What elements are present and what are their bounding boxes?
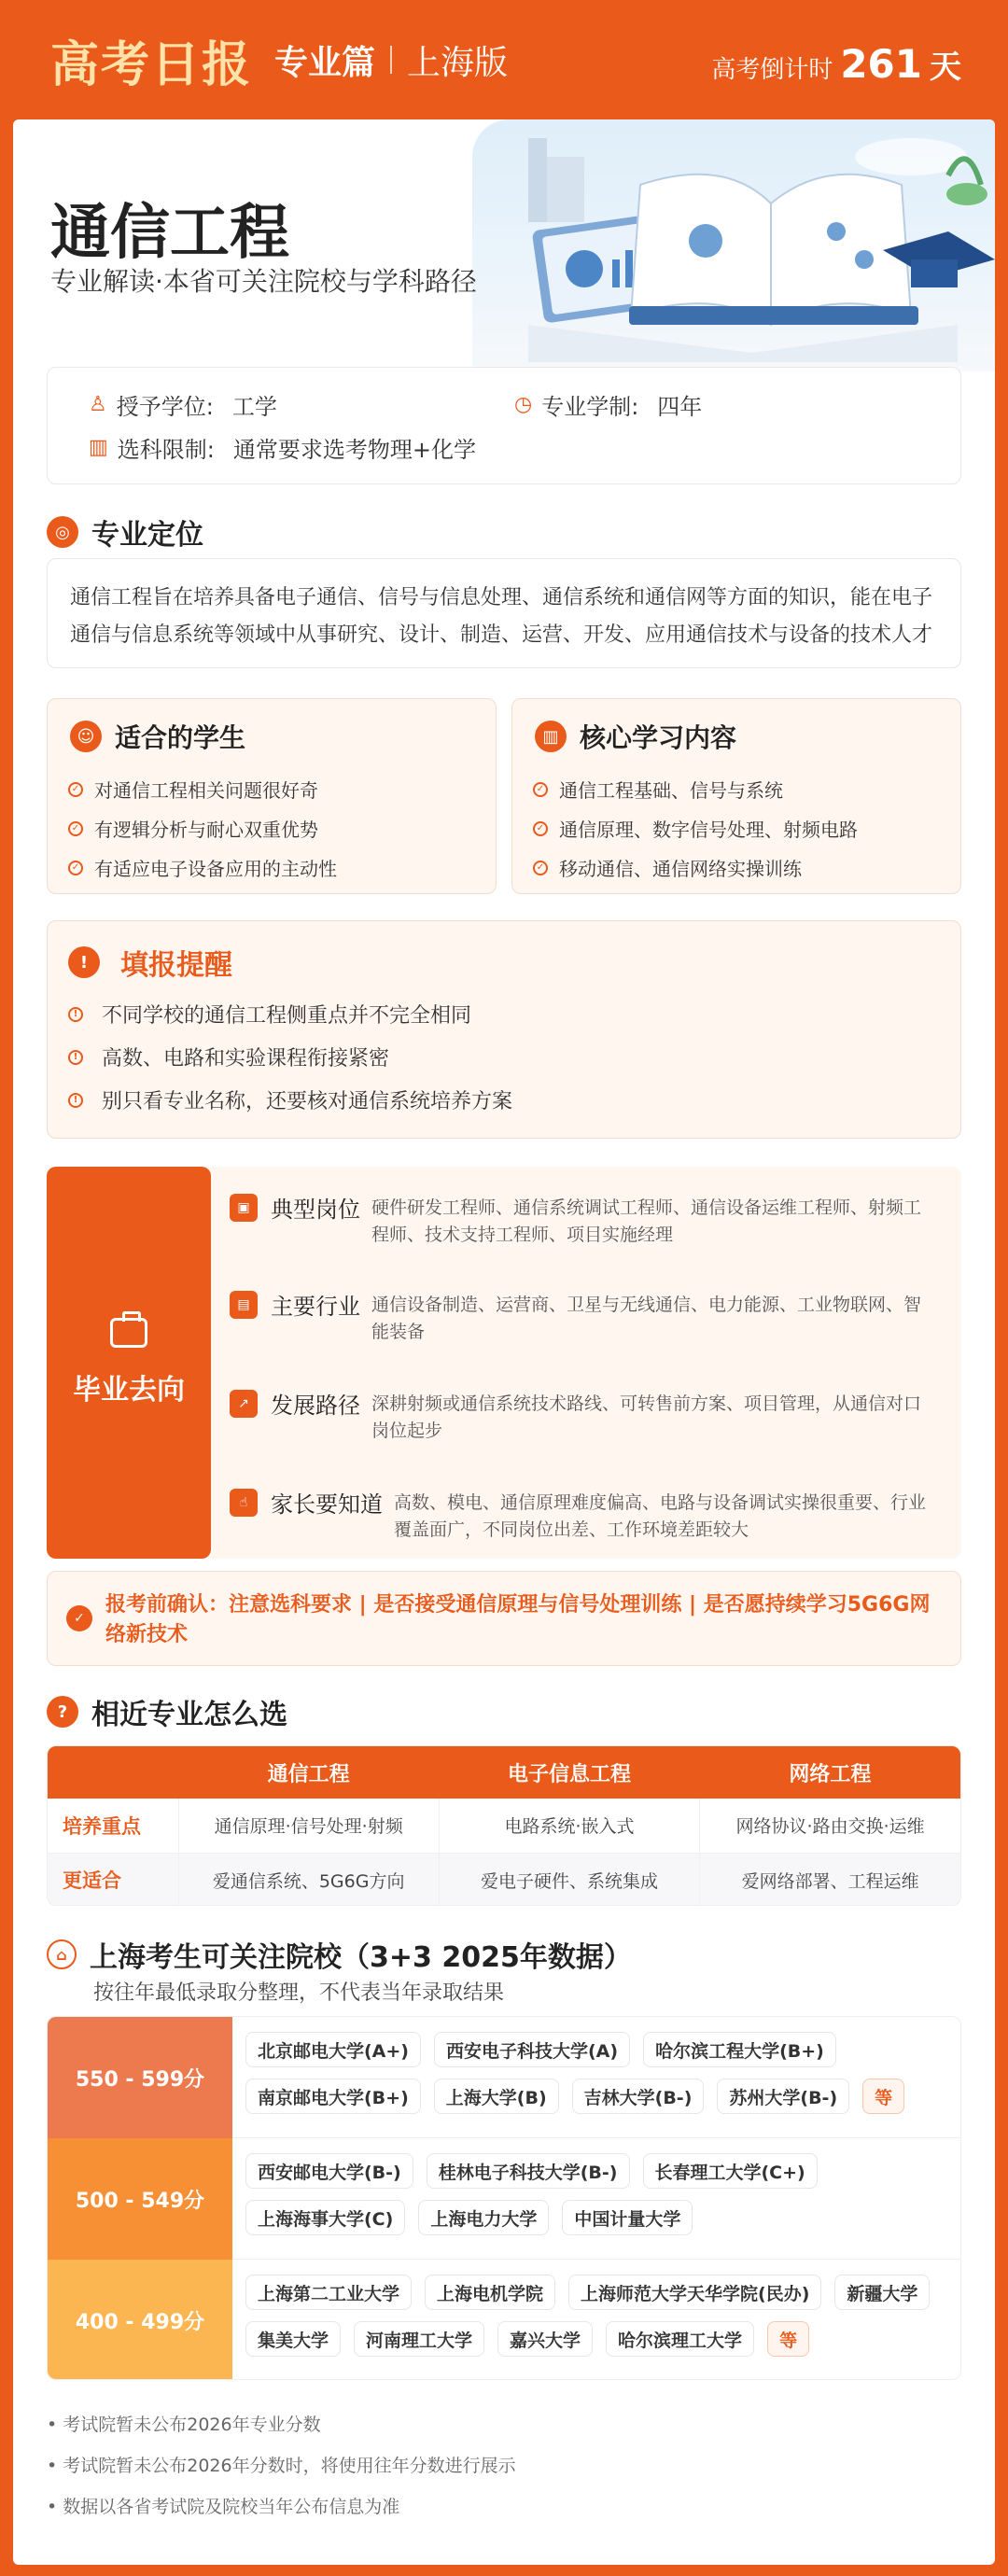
core-item: 通信工程基础、信号与系统 xyxy=(559,779,783,802)
duration-value: 四年 xyxy=(657,394,703,420)
countdown xyxy=(711,41,961,87)
core-card xyxy=(511,698,961,894)
warning-icon: ! xyxy=(68,946,100,978)
core-title: 核心学习内容 xyxy=(580,722,737,753)
school-tag: 集美大学 xyxy=(245,2321,341,2357)
career-key xyxy=(230,1288,360,1321)
book-illustration-icon xyxy=(472,119,995,371)
user-icon: ☺ xyxy=(70,721,102,752)
check-icon: ✓ xyxy=(533,782,548,797)
trend-up-icon: ↗ xyxy=(230,1390,258,1418)
score-tier xyxy=(48,2017,961,2138)
school-tag: 西安邮电大学(B-) xyxy=(245,2153,413,2189)
schools-subtitle: 按往年最低录取分整理，不代表当年录取结果 xyxy=(93,1981,505,2005)
more-tag: 等 xyxy=(767,2321,809,2357)
question-icon: ? xyxy=(47,1696,78,1728)
confirm-box xyxy=(47,1571,961,1666)
table-header: 网络工程 xyxy=(700,1746,960,1799)
list-item xyxy=(68,776,318,803)
career-key-text: 家长要知道 xyxy=(271,1491,383,1518)
school-tag: 西安电子科技大学(A) xyxy=(434,2032,630,2067)
school-tag: 吉林大学(B-) xyxy=(572,2079,705,2114)
suitable-card xyxy=(47,698,497,894)
info-box xyxy=(47,367,961,484)
pointer-icon: ☝ xyxy=(230,1489,258,1517)
school-tag: 河南理工大学 xyxy=(354,2321,484,2357)
open-book-icon: ▥ xyxy=(535,721,567,752)
reminder-item: 别只看专业名称，还要核对通信系统培养方案 xyxy=(102,1090,513,1113)
table-row xyxy=(48,1799,960,1853)
list-item xyxy=(533,776,783,803)
table-cell: 网络协议·路由交换·运维 xyxy=(700,1799,960,1853)
positioning-heading xyxy=(47,511,203,553)
school-tag: 南京邮电大学(B+) xyxy=(245,2079,421,2114)
notes xyxy=(47,2404,516,2527)
list-item xyxy=(68,1043,389,1071)
divider xyxy=(390,46,392,74)
list-item xyxy=(533,815,858,842)
school-tag: 上海师范大学天华学院(民办) xyxy=(568,2275,821,2310)
check-icon: ✓ xyxy=(533,821,548,836)
suitable-heading xyxy=(70,718,245,755)
core-item: 通信原理、数字信号处理、射频电路 xyxy=(559,819,858,841)
career-box xyxy=(47,1167,961,1559)
note: • 考试院暂未公布2026年专业分数 xyxy=(47,2415,321,2435)
table-cell: 电路系统·嵌入式 xyxy=(439,1799,699,1853)
list-item xyxy=(533,854,802,881)
school-tags xyxy=(245,2032,955,2114)
school-tag: 上海海事大学(C) xyxy=(245,2200,405,2235)
school-tag: 苏州大学(B-) xyxy=(717,2079,849,2114)
career-key xyxy=(230,1191,360,1224)
table-header: 通信工程 xyxy=(178,1746,439,1799)
list-item xyxy=(68,1085,512,1114)
reminder-title: 填报提醒 xyxy=(120,949,232,982)
career-key-text: 主要行业 xyxy=(271,1294,360,1320)
list-item xyxy=(68,854,337,881)
core-heading xyxy=(535,718,736,755)
career-key-text: 发展路径 xyxy=(271,1393,360,1419)
suitable-title: 适合的学生 xyxy=(115,722,246,753)
schools-heading xyxy=(47,1934,632,1975)
major-title: 通信工程 xyxy=(50,199,289,268)
positioning-title: 专业定位 xyxy=(91,519,203,552)
school-tag: 新疆大学 xyxy=(834,2275,930,2310)
table-cell: 通信原理·信号处理·射频 xyxy=(178,1799,439,1853)
career-value: 通信设备制造、运营商、卫星与无线通信、电力能源、工业物联网、智能装备 xyxy=(371,1295,922,1342)
compare-heading xyxy=(47,1691,287,1732)
check-icon: ✓ xyxy=(68,861,83,875)
career-value: 硬件研发工程师、通信系统调试工程师、通信设备运维工程师、射频工程师、技术支持工程师、项目实施经理 xyxy=(371,1197,922,1245)
school-tags xyxy=(245,2153,955,2235)
clock-icon: ◷ xyxy=(514,393,533,416)
alert-icon: ! xyxy=(68,1050,83,1065)
score-tier xyxy=(48,2260,961,2380)
suitable-item: 有逻辑分析与耐心双重优势 xyxy=(94,819,318,841)
school-tag: 上海大学(B) xyxy=(434,2079,559,2114)
edition-name: 上海版 xyxy=(407,43,509,82)
positioning-box: 通信工程旨在培养具备电子通信、信号与信息处理、通信系统和通信网等方面的知识，能在电子通信与信息系统等领域中从事研究、设计、制造、运营、开发、应用通信技术与设备的技术人才 xyxy=(47,558,961,668)
list-item xyxy=(68,815,318,842)
school-tag: 上海电力大学 xyxy=(418,2200,549,2235)
section-name: 专业篇 xyxy=(274,43,376,82)
suitable-item: 有适应电子设备应用的主动性 xyxy=(94,858,337,880)
briefcase-icon xyxy=(110,1318,147,1348)
list-item xyxy=(68,1000,471,1029)
home-icon: ⌂ xyxy=(47,1939,77,1969)
table-row xyxy=(48,1853,960,1906)
hero-illustration xyxy=(472,119,995,371)
row-label: 培养重点 xyxy=(48,1799,178,1853)
table-cell: 爱通信系统、5G6G方向 xyxy=(178,1853,439,1906)
table-header-row xyxy=(48,1746,960,1799)
row-label: 更适合 xyxy=(48,1853,178,1906)
school-tag: 嘉兴大学 xyxy=(497,2321,593,2357)
score-tier xyxy=(48,2138,961,2260)
award-icon: ♙ xyxy=(89,393,107,416)
school-tag: 哈尔滨理工大学 xyxy=(606,2321,754,2357)
school-tag: 中国计量大学 xyxy=(562,2200,693,2235)
check-icon: ✓ xyxy=(68,782,83,797)
score-range: 400 - 499分 xyxy=(48,2260,232,2380)
note: • 考试院暂未公布2026年分数时，将使用往年分数进行展示 xyxy=(47,2456,516,2476)
table-cell: 爱电子硬件、系统集成 xyxy=(439,1853,699,1906)
compare-title: 相近专业怎么选 xyxy=(91,1699,287,1731)
school-tag: 长春理工大学(C+) xyxy=(643,2153,818,2189)
content-card xyxy=(13,119,995,2565)
subject-value: 通常要求选考物理+化学 xyxy=(232,437,476,463)
schools-tiers xyxy=(47,2016,961,2380)
school-tag: 哈尔滨工程大学(B+) xyxy=(643,2032,836,2067)
compare-table xyxy=(47,1745,961,1906)
reminder-box xyxy=(47,920,961,1139)
countdown-days: 261 xyxy=(840,41,922,87)
school-tag: 桂林电子科技大学(B-) xyxy=(427,2153,630,2189)
confirm-text: 报考前确认：注意选科要求 | 是否接受通信原理与信号处理训练 | 是否愿持续学习5G6G网络新技术 xyxy=(105,1593,931,1646)
countdown-label: 高考倒计时 xyxy=(711,56,833,84)
schools-title: 上海考生可关注院校（3+3 2025年数据） xyxy=(90,1941,632,1974)
table-cell: 爱网络部署、工程运维 xyxy=(700,1853,960,1906)
degree-info xyxy=(89,388,277,421)
check-icon: ✓ xyxy=(533,861,548,875)
badge-icon: ▣ xyxy=(230,1194,258,1222)
score-range: 500 - 549分 xyxy=(48,2138,232,2260)
school-tag: 上海电机学院 xyxy=(425,2275,555,2310)
school-tag: 北京邮电大学(A+) xyxy=(245,2032,421,2067)
check-icon: ✓ xyxy=(68,821,83,836)
career-label-panel xyxy=(47,1167,211,1559)
major-subtitle: 专业解读·本省可关注院校与学科路径 xyxy=(50,266,477,297)
core-item: 移动通信、通信网络实操训练 xyxy=(559,858,802,880)
alert-icon: ! xyxy=(68,1007,83,1022)
countdown-unit: 天 xyxy=(930,49,961,86)
duration-label: 专业学制: xyxy=(541,394,639,420)
subject-label: 选科限制: xyxy=(117,437,215,463)
career-value: 深耕射频或通信系统技术路线、可转售前方案、项目管理，从通信对口岗位起步 xyxy=(371,1393,922,1441)
degree-value: 工学 xyxy=(231,394,277,420)
header xyxy=(0,0,1008,119)
more-tag: 等 xyxy=(862,2079,904,2114)
career-key xyxy=(230,1387,360,1420)
factory-icon: ▤ xyxy=(230,1291,258,1319)
reminder-item: 不同学校的通信工程侧重点并不完全相同 xyxy=(102,1004,472,1028)
alert-icon: ! xyxy=(68,1093,83,1108)
hero xyxy=(13,119,995,371)
check-circle-icon: ✓ xyxy=(66,1605,92,1631)
suitable-item: 对通信工程相关问题很好奇 xyxy=(94,779,318,802)
compass-icon: ◎ xyxy=(47,516,78,548)
school-tags xyxy=(245,2275,955,2357)
note: • 数据以各省考试院及院校当年公布信息为准 xyxy=(47,2497,400,2517)
career-label: 毕业去向 xyxy=(73,1374,185,1407)
reminder-heading xyxy=(68,942,232,983)
school-tag: 上海第二工业大学 xyxy=(245,2275,412,2310)
degree-label: 授予学位: xyxy=(116,394,214,420)
duration-info xyxy=(514,388,702,421)
brand-title: 高考日报 xyxy=(50,36,253,93)
career-key xyxy=(230,1486,383,1519)
career-value: 高数、模电、通信原理难度偏高、电路与设备调试实操很重要、行业覆盖面广，不同岗位出差、工作环境差距较大 xyxy=(394,1492,927,1540)
table-header xyxy=(48,1746,178,1799)
table-header: 电子信息工程 xyxy=(439,1746,699,1799)
subject-info xyxy=(89,431,476,464)
career-key-text: 典型岗位 xyxy=(271,1197,360,1223)
reminder-item: 高数、电路和实验课程衔接紧密 xyxy=(102,1047,390,1071)
book-icon: ▥ xyxy=(89,436,108,459)
score-range: 550 - 599分 xyxy=(48,2017,232,2138)
